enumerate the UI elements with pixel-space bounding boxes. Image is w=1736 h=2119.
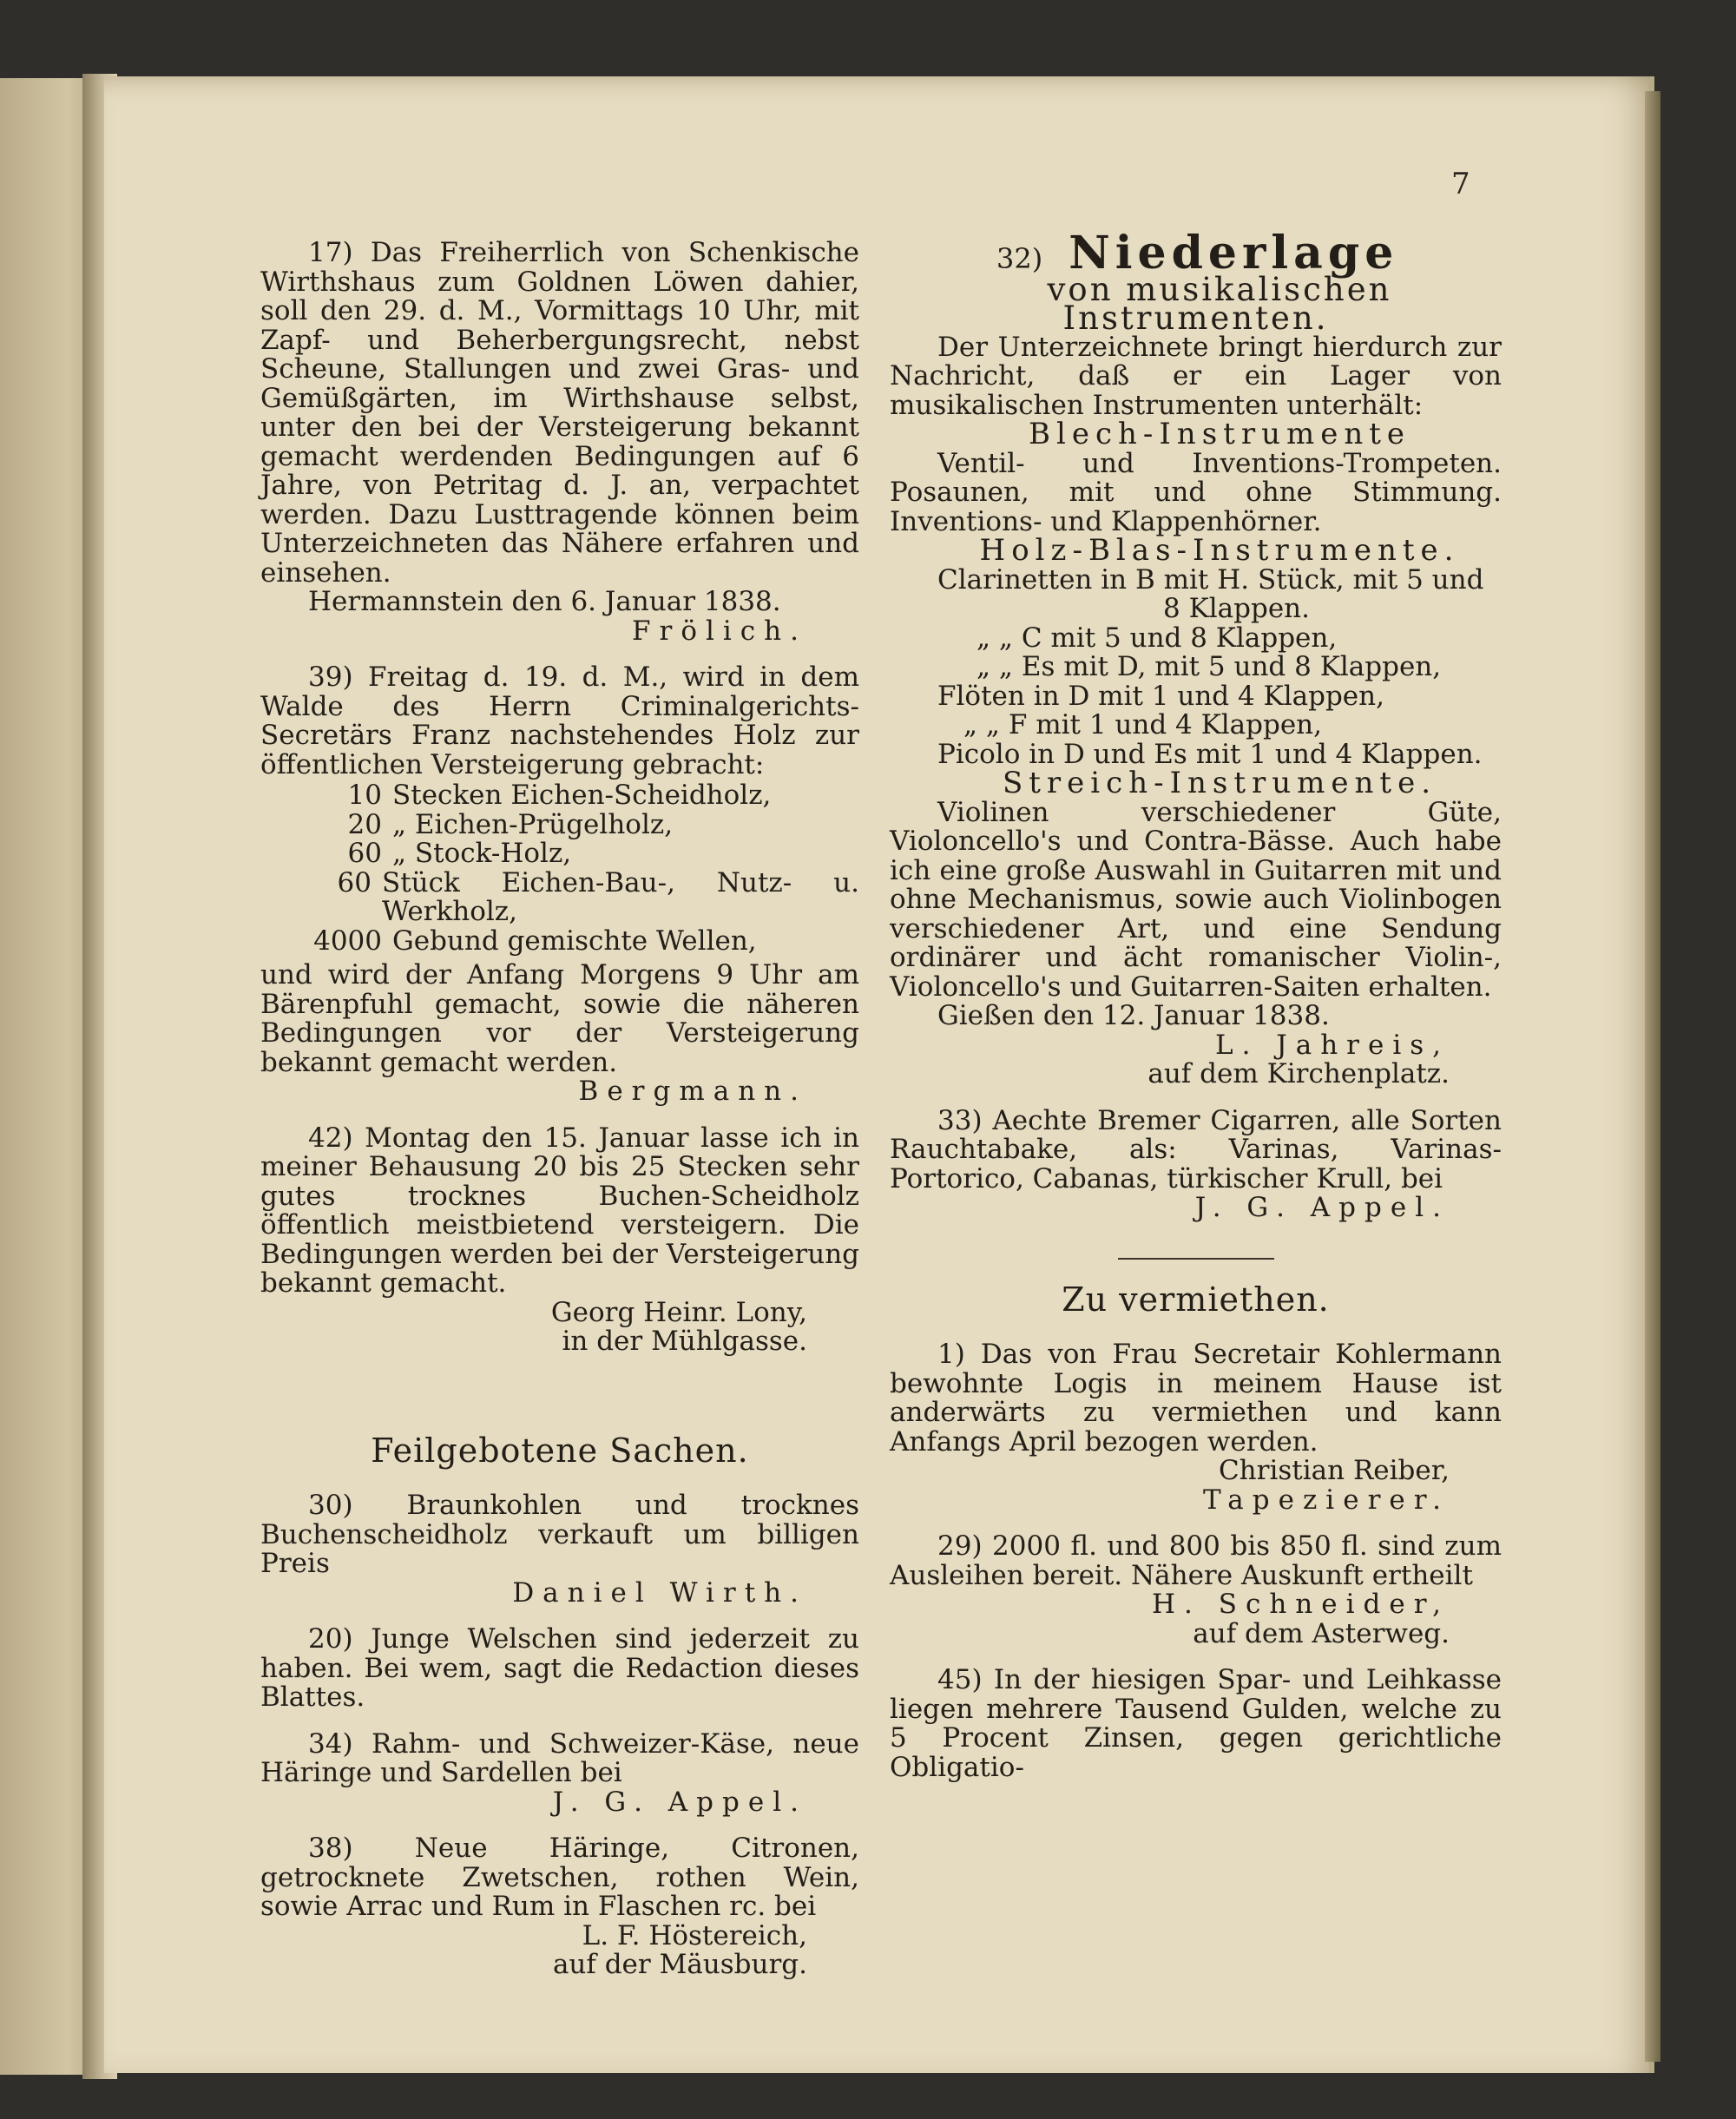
notice-20-text: 20) Junge Welschen sind jederzeit zu haben. Bei wem, sagt die Redaction dieses Blattes. <box>260 1623 859 1713</box>
notice-20 <box>260 1625 859 1713</box>
category-brass: Blech-Instrumente <box>1028 417 1411 451</box>
notice-42-text: 42) Montag den 15. Januar lasse ich in meiner Behausung 20 bis 25 Stecken sehr gutes trocknes Buchen-Scheidholz öffentlich meistbietend versteigern. Die Bedingungen werden bei der Versteigerung bekannt gemacht. <box>260 1122 859 1299</box>
notice-33 <box>890 1104 1502 1223</box>
notice-32-signature: L. Jahreis, <box>1214 1029 1450 1061</box>
notice-38-text: 38) Neue Häringe, Citronen, getrocknete Zwetschen, rothen Wein, sowie Arrac und Rum in Flaschen rc. bei <box>260 1833 859 1922</box>
notice-1-signature: Christian Reiber, <box>1218 1455 1450 1486</box>
notice-32-title: Niederlage <box>1069 227 1399 280</box>
notice-45 <box>890 1666 1502 1782</box>
notice-32-address: auf dem Kirchenplatz. <box>1147 1058 1450 1089</box>
notice-29 <box>890 1532 1502 1648</box>
notice-39-text: 39) Freitag d. 19. d. M., wird in dem Walde des Herrn Criminalgerichts-Secretärs Franz nachstehendes Holz zur öffentlichen Versteigerung gebracht: <box>260 661 859 780</box>
notice-1 <box>890 1340 1502 1515</box>
woodwind-line: Clarinetten in B mit H. Stück, mit 5 und <box>937 563 1484 596</box>
notice-32-heading <box>890 227 1502 280</box>
notice-30 <box>260 1491 859 1608</box>
woodwind-line: 8 Klappen. <box>1163 593 1310 624</box>
notice-17-text: 17) Das Freiherrlich von Schenkische Wirthshaus zum Goldnen Löwen dahier, soll den 29. d. M., Vormittags 10 Uhr, mit Zapf- und Beherbergungsrecht, nebst Scheune, Stallungen und zwei Gras- und Gemüßgärten, im Wirthshause selbst, unter den bei der Versteigerung bekannt gemacht werdenden Bedingungen auf 6 Jahre, von Petritag d. J. an, verpachtet werden. Dazu Lusttragende können beim Unterzeichneten das Nähere erfahren und einsehen. <box>260 237 859 589</box>
wood-list <box>260 781 859 956</box>
right-column <box>890 227 1502 1800</box>
section-title-to-let: Zu vermiethen. <box>1062 1280 1330 1319</box>
notice-34-signature: J. G. Appel. <box>552 1786 807 1818</box>
list-item: 60 Stück Eichen-Bau-, Nutz- u. Werkholz, <box>337 866 859 927</box>
woodwind-line: Flöten in D mit 1 und 4 Klappen, <box>937 680 1384 712</box>
notice-17-place: Hermannstein den 6. Januar 1838. <box>308 586 781 617</box>
notice-34-text: 34) Rahm- und Schweizer-Käse, neue Häringe und Sardellen bei <box>260 1727 859 1788</box>
divider-rule <box>1118 1258 1274 1260</box>
notice-42 <box>260 1124 859 1357</box>
notice-38 <box>260 1834 859 1980</box>
woodwind-line: „ „ F mit 1 und 4 Klappen, <box>963 709 1323 740</box>
notice-42-signature: Georg Heinr. Lony, <box>550 1296 807 1328</box>
notice-30-signature: Daniel Wirth. <box>512 1576 807 1609</box>
category-strings-text: Violinen verschiedener Güte, Violoncello's und Contra-Bässe. Auch habe ich eine große Auswahl in Guitarren mit und ohne Mechanismus, sowie auch Violinbogen verschiedener Art, und eine Sendung ordinärer und ächt romanischer Violin-, Violoncello's und Guitarren-Saiten erhalten. <box>890 796 1502 1003</box>
notice-32-number: 32) <box>996 242 1043 275</box>
notice-38-signature: L. F. Höstereich, <box>582 1919 807 1951</box>
notice-1-text: 1) Das von Frau Secretair Kohlermann bewohnte Logis in meinem Hause ist anderwärts zu vermiethen und kann Anfangs April bezogen werden. <box>890 1339 1502 1458</box>
list-item: 60 „ Stock-Holz, <box>347 838 572 869</box>
list-item: 20 „ Eichen-Prügelholz, <box>347 808 674 840</box>
notice-32-subtitle: von musikalischen Instrumenten. <box>1047 270 1392 337</box>
notice-42-address: in der Mühlgasse. <box>562 1326 807 1357</box>
notice-29-text: 29) 2000 fl. und 800 bis 850 fl. sind zum Ausleihen bereit. Nähere Auskunft ertheilt <box>890 1530 1502 1591</box>
list-item: 10 Stecken Eichen-Scheidholz, <box>347 780 772 811</box>
category-woodwind: Holz-Blas-Instrumente. <box>979 533 1460 568</box>
section-title-for-sale: Feilgebotene Sachen. <box>371 1431 749 1470</box>
notice-29-signature: H. Schneider, <box>1152 1589 1450 1620</box>
notice-32-place: Gießen den 12. Januar 1838. <box>937 1000 1330 1031</box>
page-number: 7 <box>1451 167 1470 201</box>
notice-39-signature: Bergmann. <box>578 1076 807 1107</box>
facing-page-edge <box>0 78 95 2075</box>
woodwind-line: Picolo in D und Es mit 1 und 4 Klappen. <box>937 738 1483 770</box>
category-strings: Streich-Instrumente. <box>1002 766 1437 800</box>
notice-32 <box>890 227 1502 1089</box>
notice-34 <box>260 1727 859 1818</box>
notice-29-address: auf dem Asterweg. <box>1193 1617 1450 1649</box>
notice-17-signature: Frölich. <box>631 615 807 647</box>
notice-30-text: 30) Braunkohlen und trocknes Buchenscheidholz verkauft um billigen Preis <box>260 1490 859 1579</box>
category-brass-text: Ventil- und Inventions-Trompeten. Posaunen, mit und ohne Stimmung. Inventions- und Klappenhörner. <box>890 447 1502 537</box>
woodwind-line: „ „ C mit 5 und 8 Klappen, <box>976 622 1338 654</box>
notice-45-text: 45) In der hiesigen Spar- und Leihkasse liegen mehrere Tausend Gulden, welche zu 5 Procent Zinsen, gegen gerichtliche Obligatio- <box>890 1664 1502 1783</box>
left-column <box>260 239 859 1997</box>
list-item: 4000 Gebund gemischte Wellen, <box>313 925 757 957</box>
woodwind-line: „ „ Es mit D, mit 5 und 8 Klappen, <box>976 651 1442 682</box>
notice-39-text-2: und wird der Anfang Morgens 9 Uhr am Bärenpfuhl gemacht, sowie die näheren Bedingungen vor der Versteigerung bekannt gemacht werden. <box>260 959 859 1078</box>
notice-33-text: 33) Aechte Bremer Cigarren, alle Sorten Rauchtabake, als: Varinas, Varinas-Portorico, Cabanas, türkischer Krull, bei <box>890 1104 1502 1194</box>
notice-32-intro: Der Unterzeichnete bringt hierdurch zur Nachricht, daß er ein Lager von musikalischen Instrumenten unterhält: <box>890 331 1502 421</box>
notice-17 <box>260 239 859 646</box>
notice-33-signature: J. G. Appel. <box>1194 1192 1450 1223</box>
notice-39 <box>260 663 859 1107</box>
notice-38-address: auf der Mäusburg. <box>552 1949 807 1980</box>
notice-1-occupation: Tapezierer. <box>1203 1484 1450 1516</box>
page-edge-shadow <box>1645 91 1660 2062</box>
